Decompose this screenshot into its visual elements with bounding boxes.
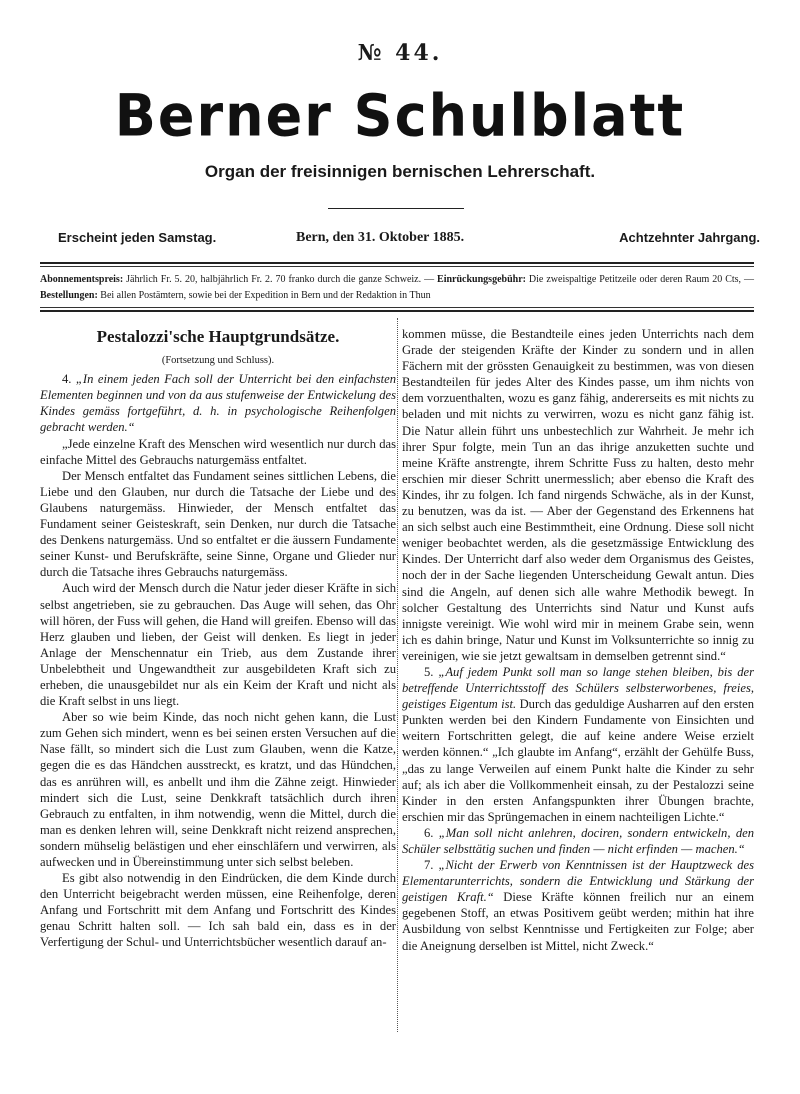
insertion-fee-label: Einrückungsgebühr:: [437, 274, 526, 285]
paragraph: Auch wird der Mensch durch die Natur jeder dieser Kräfte in sich selbst angetrieben, sie zu gebrauchen. Das Auge will sehen, das Ohr will hören, der Fuss will gehen, die Hand will greifen. Ebenso will das Herz glauben und lieben, der Geist will denken. Es liegt in jeder Anlage der Menschennatur ein Trieb, aus dem Zustande ihrer Unbelebtheit und Ungewandtheit zur ausgebildeten Kraft sich zu erheben, die unausgebildet nur als ein Keim der Kraft und nicht als die Kraft selbst in uns liegt.: [40, 581, 396, 709]
article-heading: Pestalozzi'sche Hauptgrundsätze.: [96, 327, 340, 346]
paragraph-body: Diese Kräfte können freilich nur an einem gegebenen Stoff, an etwas Positivem geübt werden; mithin hat ihre Ausbildung von selbst Kenntnisse und Fertigkeiten zur Folge; aber die Aneignung derselben ist Mittel, nicht Zweck.“: [402, 890, 754, 953]
header-rule-bottom: [40, 310, 754, 312]
orders-label: Bestellungen:: [40, 290, 98, 301]
paragraph: [402, 857, 754, 954]
header-rule-top-thin: [40, 266, 754, 267]
paragraph-number: 6.: [424, 825, 439, 840]
header-rule-bottom-thin: [40, 307, 754, 308]
frequency-text: Erscheint jeden Samstag.: [58, 230, 217, 245]
column-divider: [397, 318, 398, 1032]
date-text: Bern, den 31. Oktober 1885.: [296, 230, 465, 245]
paragraph: Es gibt also notwendig in den Eindrücken, die dem Kinde durch den Unterricht beigebracht werden müssen, eine Reihenfolge, deren Anfang und Fortschritt mit dem Anfang und Fortschritt des Kindes genau Schritt halten soll. — Ich sah bald ein, dass es in der Verfertigung der Schul- und Unterrichtsbücher wesentlich darauf an-: [40, 871, 396, 950]
header-rule-top: [40, 262, 754, 264]
paragraph: [40, 371, 396, 435]
paragraph: [402, 664, 754, 825]
principle-text: „In einem jeden Fach soll der Unterricht bei den einfachsten Elementen beginnen und von da aus stufenweise der Entwickelung des Kindes gemäss fortgeführt, d. h. in psychologische Reihenfolgen gebracht werden.“: [40, 372, 396, 435]
paragraph: Aber so wie beim Kinde, das noch nicht gehen kann, die Lust zum Gehen sich mindert, wenn es bei seinen ersten Versuchen auf die Nase fällt, so mindert sich die Lust zum Glauben, wenn die Katze, gegen die es das Händchen ausstreckt, es kratzt, und das Hündchen, das es anrühren will, es anbellt und ihm die Zähne zeigt. Hinwieder mindert sich die Lust, seine Denkkraft tatsächlich durch ihren Gebrauch zu entfalten, in ihm notwendig, wenn die Mittel, durch die man es denken lehren will, seine Denkkraft nicht reizend ansprechen, sondern mühselig belästigen und eher einschläfern und verwirren, als aufwecken und in Übereinstimmung unter sich selbst beleben.: [40, 710, 396, 869]
newspaper-title: Berner Schulblatt: [114, 81, 686, 150]
issue-number: № 44.: [357, 40, 443, 66]
subscription-price-text: Jährlich Fr. 5. 20, halbjährlich Fr. 2. 70 franko durch die ganze Schweiz. —: [123, 274, 438, 285]
paragraph: „Jede einzelne Kraft des Menschen wird wesentlich nur durch das einfache Mittel des Gebrauchs naturgemäss entfaltet.: [40, 436, 396, 467]
subscription-price-label: Abonnementspreis:: [40, 274, 124, 285]
insertion-fee-text: Die zweispaltige Petitzeile oder deren Raum 20 Cts, —: [525, 274, 755, 285]
dateline-bar: [40, 230, 760, 250]
newspaper-subtitle: Organ der freisinnigen bernischen Lehrerschaft.: [204, 162, 596, 181]
paragraph: kommen müsse, die Bestandteile eines jeden Unterrichts nach dem Grade der steigenden Kräfte der Kinder zu sondern und in allen Fächern mit der grössten Genauigkeit zu bestimmen, was von diesen Bestandteilen für jedes Alter des Kindes passe, um ihm nichts von dem vorzuenthalten, wozu es ganz fähig, andererseits es mit nichts zu beladen und mit nichts zu verwirren, wozu es nicht ganz fähig ist. Die Natur allein führt uns unbestechlich zur Wahrheit. Je mehr ich ihrer Spur folgte, mein Tun an das ihrige anzuketten suchte und meine Kräfte anstrengte, ihrem Schritte Fuss zu halten, desto mehr erschien mir dieser Schritt unermesslich; aber ebenso die Kraft des Kindes, ihr zu folgen. Ich fand nirgends Schwäche, als in der Kunst, zu benutzen, was da ist. — Aber der Gegenstand des Erkennens hat an sich selbst auch eine Bestimmtheit, eine Ordnung. Diese soll nicht weniger beobachtet werden, als die gesetzmässige Entwicklung des Kindes. Der Unterricht darf also weder dem Organismus des Geistes, noch der in der Sache liegenden Unterscheidung Gewalt antun. Dies sind die Angeln, auf denen sich alle wahre Methodik bewegt. In solcher Gestaltung des Unterrichts sind Natur und Kunst aufs innigste vereinigt. Wie wohl wird mir in meinem Grabe sein, wenn ich es dahin bringe, Natur und Kunst im Volksunterrichte so innig zu vereinigen, wie sie jetzt gewaltsam in demselben getrennt sind.“: [402, 327, 754, 663]
principle-text: „Auf jedem Punkt soll man so lange stehen bleiben, bis der betreffende Unterrichtsstoff des Schülers selbsterworbenes, freies, geistiges Eigentum ist.: [402, 664, 755, 712]
subscription-info: [40, 272, 754, 304]
paragraph-number: 7.: [424, 858, 439, 873]
article-right-column: [402, 326, 754, 954]
orders-text: Bei allen Postämtern, sowie bei der Expedition in Bern und der Redaktion in Thun: [97, 290, 431, 301]
article-left-column: [40, 326, 396, 951]
paragraph-number: 4.: [62, 372, 76, 387]
paragraph-number: 5.: [424, 664, 439, 679]
principle-text: „Man soll nicht anlehren, dociren, sondern entwickeln, den Schüler selbsttätig suchen und finden — nicht erfinden — machen.“: [402, 825, 755, 856]
paragraph: [402, 825, 754, 857]
continuation-note: (Fortsetzung und Schluss).: [161, 355, 275, 367]
title-divider: [328, 208, 464, 209]
paragraph: Der Mensch entfaltet das Fundament seines sittlichen Lebens, die Liebe und den Glauben, nur durch die Tatsache der Liebe und des Glaubens naturgemäss. Hinwieder, der Mensch entfaltet das Fundament seiner Geisteskraft, sein Denken, nur durch die Tatsache des Denkens naturgemäss. Und so entfaltet er die äussern Fundamente seiner Kunst- und Berufskräfte, seine Sinne, Organe und Glieder nur durch die Tatsache ihres Gebrauchs naturgemäss.: [40, 468, 396, 580]
principle-text: „Nicht der Erwerb von Kenntnissen ist der Hauptzweck des Elementarunterrichts, sondern die Entwicklung und Stärkung der geistigen Kraft.“: [402, 858, 754, 905]
paragraph-body: Durch das geduldige Ausharren auf den ersten Punkten werden bei den Kindern Fundamente von Einsichten und weitern Fortschritten gelegt, die auf keine andere Weise erzielt werden können.“ „Ich glaubte im Anfang“, erzählt der Gehülfe Buss, „das zu lange Verweilen auf einem Punkt halte die Kinder zu sehr auf; als ich aber die Vollkommenheit einsah, zu der Pestalozzi seine Kinder in den ersten Anfangspunkten ihrer Übungen brachte, erschien mir das Sprüngemachen in einem nachteiligen Lichte.“: [402, 697, 754, 824]
volume-text: Achtzehnter Jahrgang.: [619, 230, 760, 245]
